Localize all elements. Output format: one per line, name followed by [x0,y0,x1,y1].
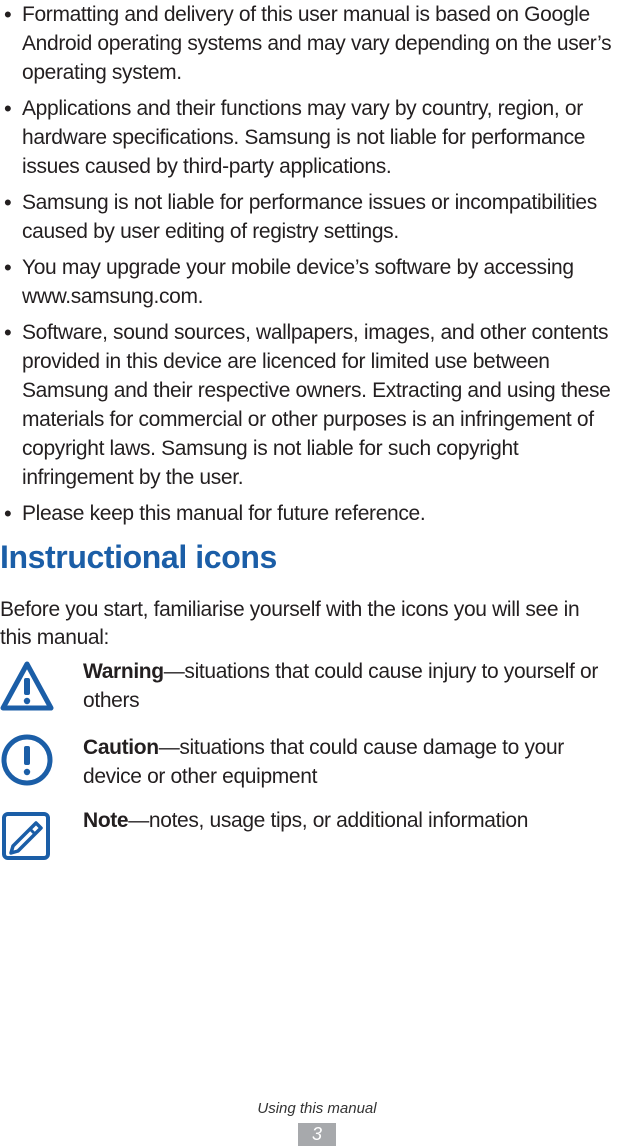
caution-text [83,733,623,791]
icon-description: —notes, usage tips, or additional information [128,809,529,832]
bullet-text: You may upgrade your mobile device’s software by accessing www.samsung.com. [22,256,574,308]
note-text [83,806,623,835]
bullet-text: Please keep this manual for future reference. [22,502,426,525]
bullet-item [0,188,634,246]
footer-section-label: Using this manual [257,1100,377,1117]
bullet-dot: • [4,96,12,121]
icon-term: Warning [83,660,164,683]
bullet-item [0,318,634,492]
bullet-item [0,94,634,181]
bullet-text: Formatting and delivery of this user manual is based on Google Android operating systems and may vary depending on the user’s operating system. [22,3,612,84]
section-title: Instructional icons [0,539,277,575]
bullet-dot: • [4,190,12,215]
bullet-text: Samsung is not liable for performance issues or incompatibilities caused by user editing of registry settings. [22,191,597,243]
bullet-list [0,0,634,535]
note-pencil-icon [0,810,54,864]
icon-term: Note [83,809,129,832]
bullet-dot: • [4,2,12,27]
bullet-dot: • [4,255,12,280]
warning-text [83,657,623,715]
section-intro: Before you start, familiarise yourself with the icons you will see in this manual: [0,598,580,649]
bullet-text: Software, sound sources, wallpapers, images, and other contents provided in this device are licenced for limited use between Samsung and their respective owners. Extracting and using these materials for commercial or other purposes is an infringement of copyright laws. Samsung is not liable for such copyright infringement by the user. [22,321,611,489]
caution-circle-icon [0,733,54,787]
warning-triangle-icon [0,661,54,715]
icon-term: Caution [83,736,159,759]
bullet-text: Applications and their functions may vary by country, region, or hardware specifications. Samsung is not liable for performance issues caused by third-party applications. [22,97,586,178]
bullet-dot: • [4,320,12,345]
bullet-item [0,499,634,528]
bullet-item [0,0,634,87]
icon-description: —situations that could cause damage to your device or other equipment [83,736,564,788]
page-number-badge: 3 [298,1123,336,1146]
icon-description: —situations that could cause injury to yourself or others [83,660,598,712]
bullet-item [0,253,634,311]
bullet-dot: • [4,501,12,526]
